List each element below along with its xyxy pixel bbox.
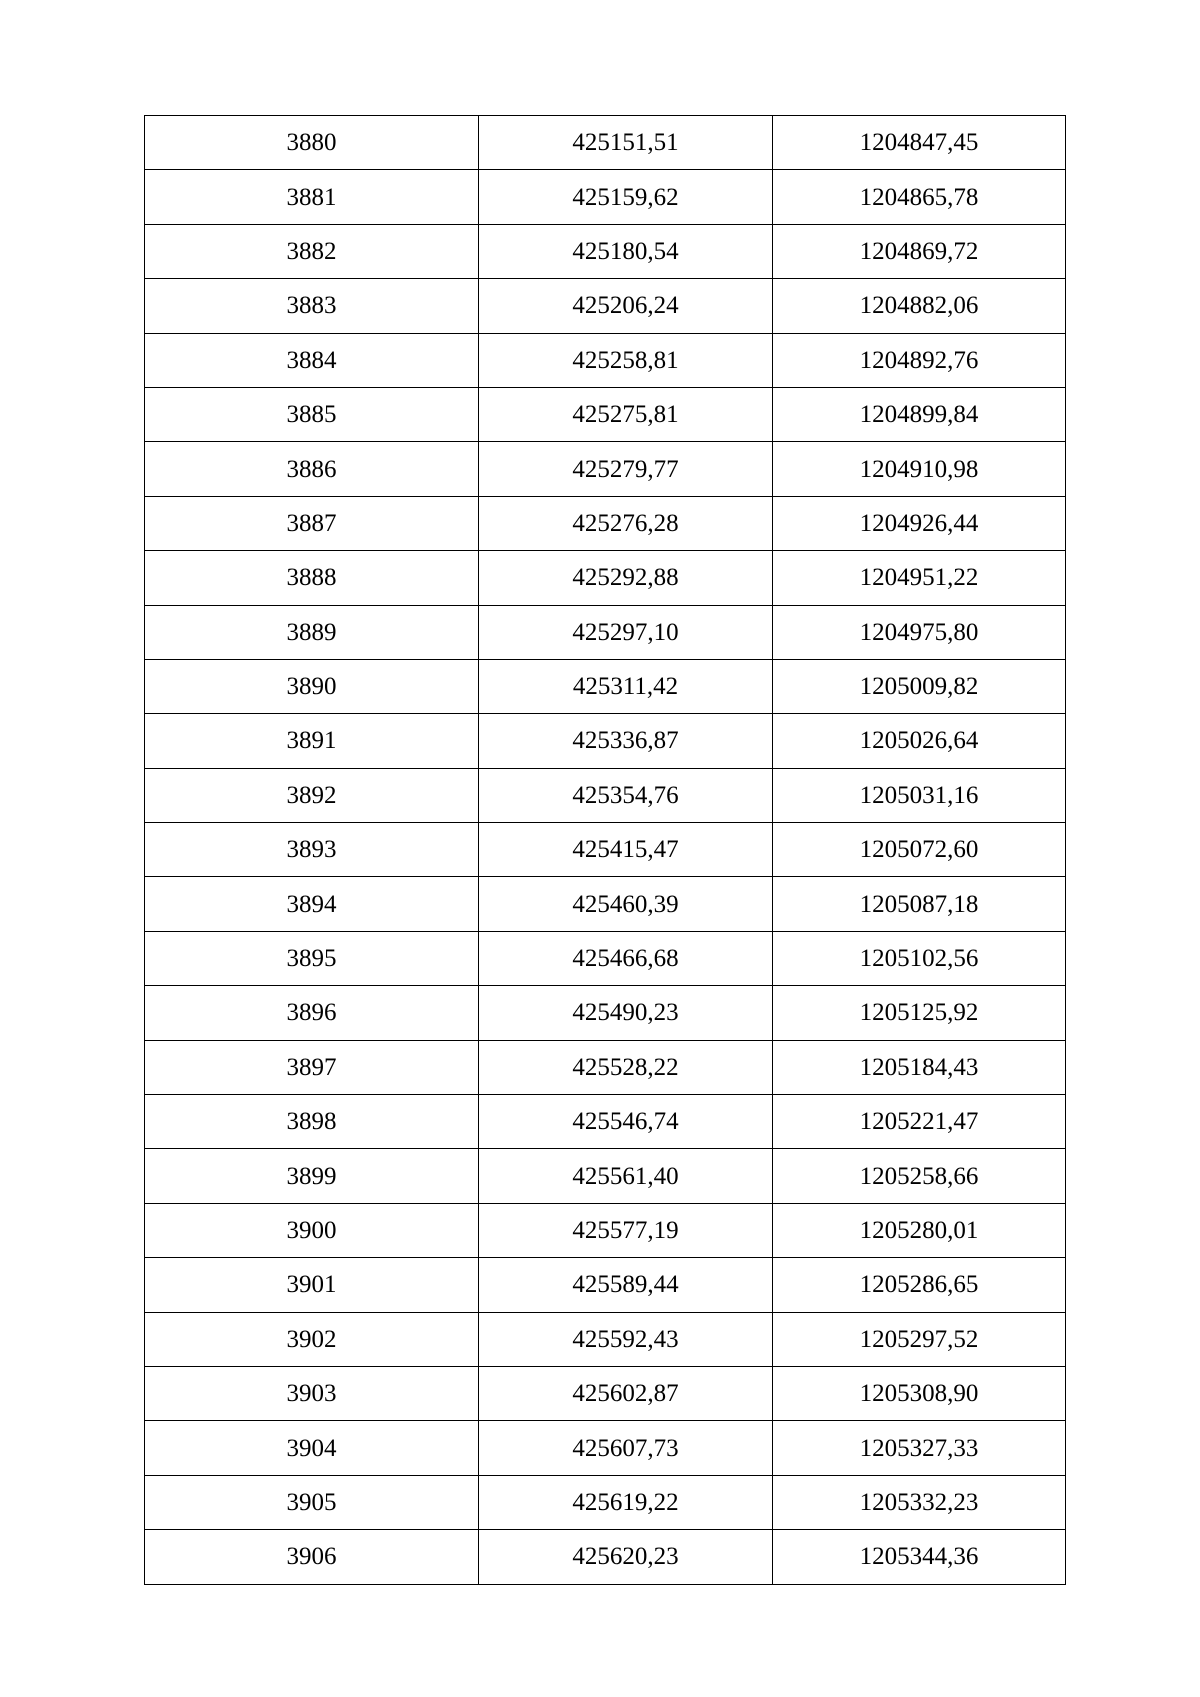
y-coordinate-cell: 1205031,16: [773, 768, 1066, 822]
y-coordinate-cell: 1204975,80: [773, 605, 1066, 659]
x-coordinate-cell: 425466,68: [479, 931, 773, 985]
point-number-cell: 3890: [145, 659, 479, 713]
table-row: [145, 1040, 1066, 1094]
point-number-cell: 3902: [145, 1312, 479, 1366]
coordinates-table-body: [145, 116, 1066, 1585]
y-coordinate-cell: 1205072,60: [773, 823, 1066, 877]
y-coordinate-cell: 1204869,72: [773, 224, 1066, 278]
table-row: [145, 279, 1066, 333]
y-coordinate-cell: 1205087,18: [773, 877, 1066, 931]
y-coordinate-cell: 1205258,66: [773, 1149, 1066, 1203]
point-number-cell: 3888: [145, 551, 479, 605]
x-coordinate-cell: 425276,28: [479, 496, 773, 550]
y-coordinate-cell: 1205308,90: [773, 1366, 1066, 1420]
table-row: [145, 1475, 1066, 1529]
x-coordinate-cell: 425546,74: [479, 1095, 773, 1149]
x-coordinate-cell: 425607,73: [479, 1421, 773, 1475]
y-coordinate-cell: 1205009,82: [773, 659, 1066, 713]
table-row: [145, 659, 1066, 713]
x-coordinate-cell: 425297,10: [479, 605, 773, 659]
table-row: [145, 1095, 1066, 1149]
point-number-cell: 3895: [145, 931, 479, 985]
x-coordinate-cell: 425159,62: [479, 170, 773, 224]
y-coordinate-cell: 1205026,64: [773, 714, 1066, 768]
table-row: [145, 877, 1066, 931]
y-coordinate-cell: 1204910,98: [773, 442, 1066, 496]
x-coordinate-cell: 425528,22: [479, 1040, 773, 1094]
table-row: [145, 387, 1066, 441]
point-number-cell: 3904: [145, 1421, 479, 1475]
table-row: [145, 931, 1066, 985]
y-coordinate-cell: 1205125,92: [773, 986, 1066, 1040]
table-row: [145, 224, 1066, 278]
y-coordinate-cell: 1204882,06: [773, 279, 1066, 333]
y-coordinate-cell: 1205344,36: [773, 1530, 1066, 1584]
table-row: [145, 823, 1066, 877]
y-coordinate-cell: 1204951,22: [773, 551, 1066, 605]
y-coordinate-cell: 1205221,47: [773, 1095, 1066, 1149]
x-coordinate-cell: 425561,40: [479, 1149, 773, 1203]
table-row: [145, 1258, 1066, 1312]
table-row: [145, 496, 1066, 550]
x-coordinate-cell: 425311,42: [479, 659, 773, 713]
x-coordinate-cell: 425292,88: [479, 551, 773, 605]
point-number-cell: 3882: [145, 224, 479, 278]
y-coordinate-cell: 1204892,76: [773, 333, 1066, 387]
x-coordinate-cell: 425592,43: [479, 1312, 773, 1366]
table-row: [145, 1366, 1066, 1420]
y-coordinate-cell: 1204865,78: [773, 170, 1066, 224]
y-coordinate-cell: 1205280,01: [773, 1203, 1066, 1257]
x-coordinate-cell: 425577,19: [479, 1203, 773, 1257]
point-number-cell: 3891: [145, 714, 479, 768]
x-coordinate-cell: 425415,47: [479, 823, 773, 877]
x-coordinate-cell: 425279,77: [479, 442, 773, 496]
y-coordinate-cell: 1205327,33: [773, 1421, 1066, 1475]
x-coordinate-cell: 425258,81: [479, 333, 773, 387]
x-coordinate-cell: 425354,76: [479, 768, 773, 822]
point-number-cell: 3900: [145, 1203, 479, 1257]
point-number-cell: 3884: [145, 333, 479, 387]
point-number-cell: 3903: [145, 1366, 479, 1420]
point-number-cell: 3897: [145, 1040, 479, 1094]
y-coordinate-cell: 1205332,23: [773, 1475, 1066, 1529]
table-row: [145, 1530, 1066, 1584]
point-number-cell: 3905: [145, 1475, 479, 1529]
point-number-cell: 3906: [145, 1530, 479, 1584]
table-row: [145, 1203, 1066, 1257]
point-number-cell: 3886: [145, 442, 479, 496]
point-number-cell: 3885: [145, 387, 479, 441]
table-row: [145, 714, 1066, 768]
y-coordinate-cell: 1205102,56: [773, 931, 1066, 985]
table-row: [145, 768, 1066, 822]
coordinates-table: [144, 115, 1066, 1585]
y-coordinate-cell: 1205184,43: [773, 1040, 1066, 1094]
table-row: [145, 605, 1066, 659]
point-number-cell: 3880: [145, 116, 479, 170]
point-number-cell: 3892: [145, 768, 479, 822]
x-coordinate-cell: 425589,44: [479, 1258, 773, 1312]
point-number-cell: 3881: [145, 170, 479, 224]
point-number-cell: 3898: [145, 1095, 479, 1149]
table-row: [145, 1421, 1066, 1475]
table-row: [145, 986, 1066, 1040]
x-coordinate-cell: 425206,24: [479, 279, 773, 333]
y-coordinate-cell: 1205286,65: [773, 1258, 1066, 1312]
table-row: [145, 333, 1066, 387]
point-number-cell: 3896: [145, 986, 479, 1040]
point-number-cell: 3899: [145, 1149, 479, 1203]
table-row: [145, 1312, 1066, 1366]
x-coordinate-cell: 425275,81: [479, 387, 773, 441]
y-coordinate-cell: 1204926,44: [773, 496, 1066, 550]
y-coordinate-cell: 1205297,52: [773, 1312, 1066, 1366]
x-coordinate-cell: 425602,87: [479, 1366, 773, 1420]
table-row: [145, 116, 1066, 170]
y-coordinate-cell: 1204899,84: [773, 387, 1066, 441]
table-row: [145, 170, 1066, 224]
x-coordinate-cell: 425151,51: [479, 116, 773, 170]
y-coordinate-cell: 1204847,45: [773, 116, 1066, 170]
table-row: [145, 442, 1066, 496]
x-coordinate-cell: 425490,23: [479, 986, 773, 1040]
x-coordinate-cell: 425619,22: [479, 1475, 773, 1529]
x-coordinate-cell: 425620,23: [479, 1530, 773, 1584]
point-number-cell: 3883: [145, 279, 479, 333]
point-number-cell: 3894: [145, 877, 479, 931]
point-number-cell: 3893: [145, 823, 479, 877]
point-number-cell: 3889: [145, 605, 479, 659]
table-row: [145, 551, 1066, 605]
x-coordinate-cell: 425180,54: [479, 224, 773, 278]
x-coordinate-cell: 425460,39: [479, 877, 773, 931]
point-number-cell: 3887: [145, 496, 479, 550]
table-row: [145, 1149, 1066, 1203]
x-coordinate-cell: 425336,87: [479, 714, 773, 768]
point-number-cell: 3901: [145, 1258, 479, 1312]
